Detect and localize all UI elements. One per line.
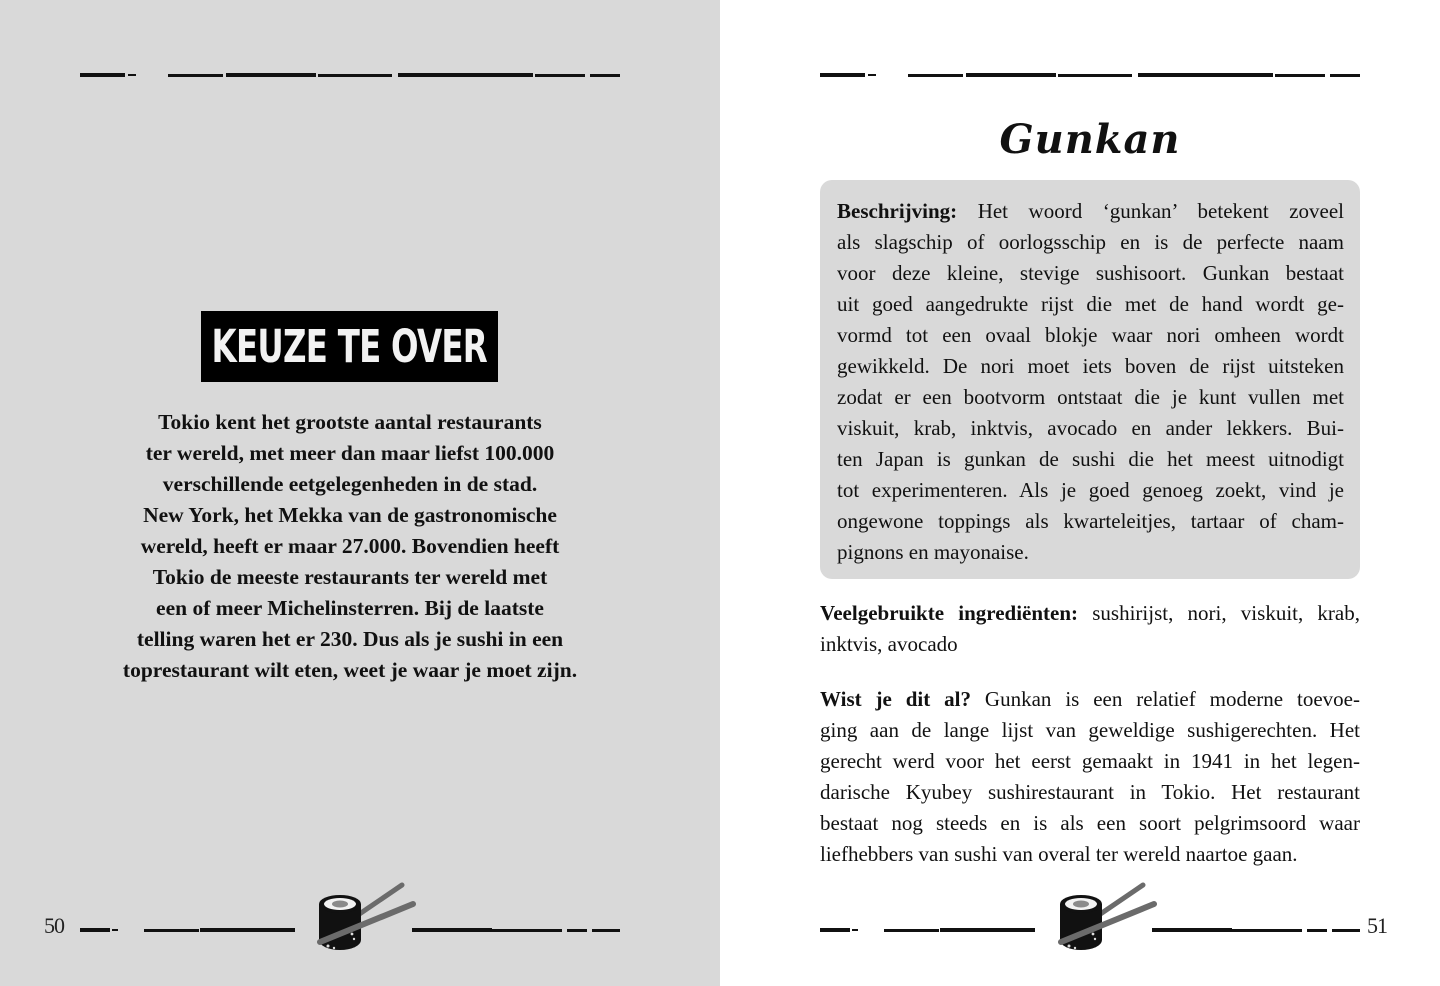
body-line: wereld, heeft er maar 27.000. Bovendien heeft: [140, 534, 560, 558]
text-line: ten Japan is gunkan de sushi die het meest uitnodigt: [837, 447, 1344, 471]
ingredients-label: Veelgebruikte ingrediënten:: [820, 601, 1079, 625]
text-line: ging aan de lange lijst van geweldige sushigerechten. Het: [820, 718, 1360, 742]
trivia-paragraph: [820, 684, 1360, 870]
text-line: gerecht werd voor het eerst gemaakt in 1941 in het legen-: [820, 749, 1360, 773]
page-number: 50: [44, 913, 64, 938]
text-line: uit goed aangedrukte rijst die met de hand wordt ge-: [837, 292, 1344, 316]
text-line: viskuit, krab, inktvis, avocado en ander lekkers. Bui-: [837, 416, 1344, 440]
text-line: bestaat nog steeds en is als een soort pelgrimsoord waar: [820, 811, 1360, 835]
section-heading: [201, 311, 498, 382]
footer-rule-right: [412, 928, 620, 932]
section-heading-text: KEUZE TE OVER: [211, 320, 488, 373]
footer-rule-left: [80, 928, 295, 932]
text-line: ongewone toppings als kwarteleitjes, tartaar of cham-: [837, 509, 1344, 533]
body-line: Tokio de meeste restaurants ter wereld met: [152, 565, 548, 589]
footer-rule-right: [1152, 928, 1360, 932]
body-line: een of meer Michelinsterren. Bij de laatste: [156, 596, 544, 620]
ingredients-paragraph: [820, 598, 1360, 660]
recipe-title: Gunkan: [999, 116, 1181, 163]
description-label: Beschrijving:: [837, 199, 958, 223]
text-line: gewikkeld. De nori moet iets boven de rijst uitsteken: [837, 354, 1344, 378]
text-line: tot experimenteren. Als je goed genoeg zoekt, vind je: [837, 478, 1344, 502]
sushi-roll-chopsticks-icon: [316, 882, 416, 962]
text-line: zodat er een bootvorm ontstaat die je kunt vullen met: [837, 385, 1344, 409]
intro-paragraph: [90, 407, 610, 686]
body-line: ter wereld, met meer dan maar liefst 100.000: [145, 441, 555, 465]
page-number: 51: [1367, 913, 1387, 938]
body-line: toprestaurant wilt eten, weet je waar je moet zijn.: [122, 658, 578, 682]
text-line: voor deze kleine, stevige sushisoort. Gunkan bestaat: [837, 261, 1344, 285]
text-span: Gunkan is een relatief moderne toevoe-: [971, 687, 1360, 711]
body-line: telling waren het er 230. Dus als je sushi in een: [136, 627, 564, 651]
body-line: Tokio kent het grootste aantal restaurants: [158, 410, 542, 434]
text-line: pignons en mayonaise.: [837, 540, 1029, 564]
text-line: als slagschip of oorlogsschip en is de perfecte naam: [837, 230, 1344, 254]
text-line: inktvis, avocado: [820, 632, 958, 656]
trivia-label: Wist je dit al?: [820, 687, 972, 711]
top-rule: [80, 73, 620, 77]
text-line: darische Kyubey sushirestaurant in Tokio. Het restaurant: [820, 780, 1360, 804]
text-span: Het woord ‘gunkan’ betekent zoveel: [957, 199, 1344, 223]
body-line: New York, het Mekka van de gastronomische: [143, 503, 557, 527]
top-rule: [820, 73, 1360, 77]
sushi-roll-chopsticks-icon: [1057, 882, 1157, 962]
text-span: sushirijst, nori, viskuit, krab,: [1078, 601, 1360, 625]
text-line: liefhebbers van sushi van overal ter wereld naartoe gaan.: [820, 842, 1298, 866]
footer-rule-left: [820, 928, 1035, 932]
text-line: vormd tot een ovaal blokje waar nori omheen wordt: [837, 323, 1344, 347]
body-line: verschillende eetgelegenheden in de stad.: [162, 472, 538, 496]
description-text: [837, 196, 1344, 568]
